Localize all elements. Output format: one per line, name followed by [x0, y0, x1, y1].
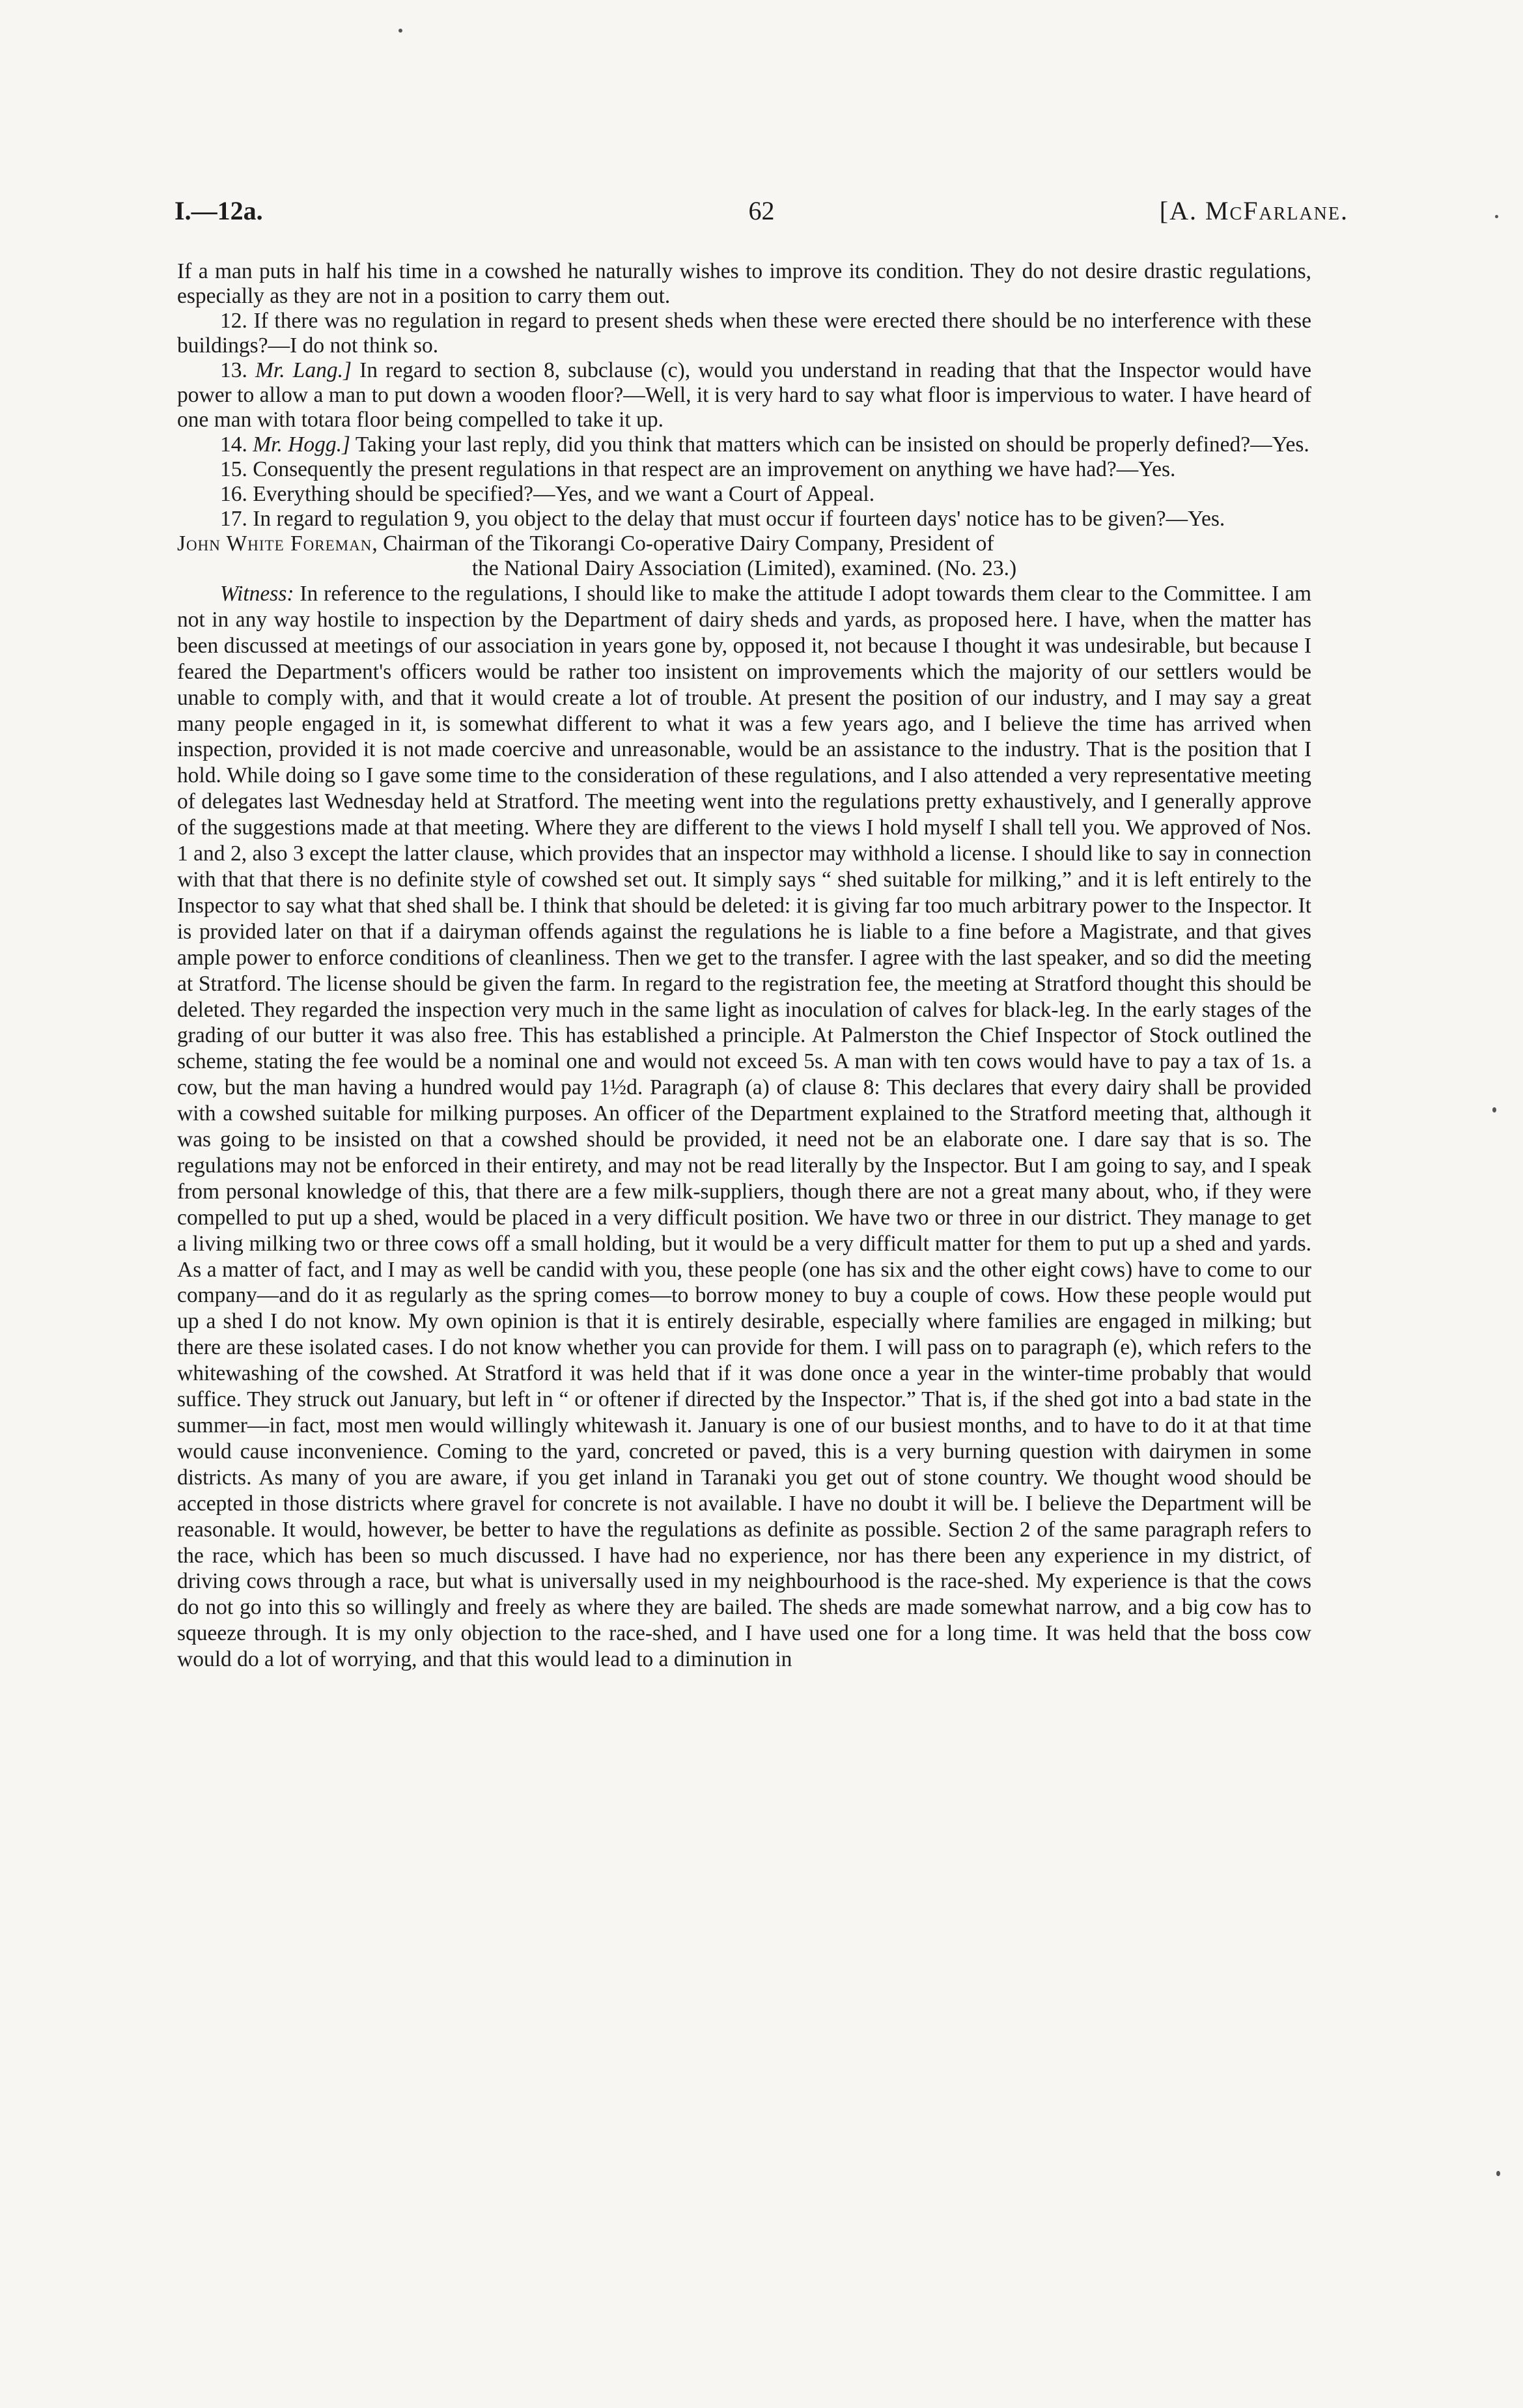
testimony-text: In reference to the regulations, I should like to make the attitude I adopt towards them clear to the Committee. I am not in any way hostile to inspection by the Department of dairy sheds and yards, as proposed here. I have, when the matter has been discussed at meetings of our association in years gone by, opposed it, not because I thought it was undesirable, but because I feared the Department's officers would be rather too insistent on improvements which the majority of our settlers would be unable to comply with, and that it would create a lot of trouble. At present the position of our industry, and I may say a great many people engaged in it, is somewhat different to what it was a few years ago, and I believe the time has arrived when inspection, provided it is not made coercive and unreasonable, would be an assistance to the industry. That is the position that I hold. While doing so I gave some time to the consideration of these regulations, and I also attended a very representative meeting of delegates last Wednesday held at Stratford. The meeting went into the regulations pretty exhaustively, and I generally approve of the suggestions made at that meeting. Where they are different to the views I hold myself I shall tell you. We approved of Nos. 1 and 2, also 3 except the latter clause, which provides that an inspector may withhold a license. I should like to say in connection with that that there is no definite style of cowshed set out. It simply says “ shed suitable for milking,” and it is left entirely to the Inspector to say what that shed shall be. I think that should be deleted: it is giving far too much arbitrary power to the Inspector. It is provided later on that if a dairyman offends against the regulations he is liable to a fine before a Magistrate, and that gives ample power to enforce conditions of cleanliness. Then we get to the transfer. I agree with the last speaker, and so did the meeting at Stratford. The license should be given the farm. In regard to the registration fee, the meeting at Stratford thought this should be deleted. They regarded the inspection very much in the same light as inoculation of calves for black-leg. In the early stages of the grading of our butter it was also free. This has established a principle. At Palmerston the Chief Inspector of Stock outlined the scheme, stating the fee would be a nominal one and would not exceed 5s. A man with ten cows would have to pay a tax of 1s. a cow, but the man having a hundred would pay 1½d. Paragraph (a) of clause 8: This declares that every dairy shall be provided with a cowshed suitable for milking purposes. An officer of the Department explained to the Stratford meeting that, although it was going to be insisted on that a cowshed should be provided, it need not be an elaborate one. I dare say that is so. The regulations may not be enforced in their entirety, and may not be read literally by the Inspector. But I am going to say, and I speak from personal knowledge of this, that there are a few milk-suppliers, though there are not a great many about, who, if they were compelled to put up a shed, would be placed in a very difficult position. We have two or three in our district. They manage to get a living milking two or three cows off a small holding, but it would be a very difficult matter for them to put up a shed and yards. As a matter of fact, and I may as well be candid with you, these people (one has six and the other eight cows) have to come to our company—and do it as regularly as the spring comes—to borrow money to buy a couple of cows. How these people would put up a shed I do not know. My own opinion is that it is entirely desirable, especially where families are engaged in milking; but there are these isolated cases. I do not know whether you can provide for them. I will pass on to paragraph (e), which refers to the whitewashing of the cowshed. At Stratford it was held that if it was done once a year in the winter-time probably that would suffice. They struck out January, but left in “ or oftener if directed by the Inspector.” That is, if the shed got into a bad state in the summer—in fact, most men would willingly whitewash it. January is one of our busiest months, and to have to do it at that time would cause inconvenience. Coming to the yard, concreted or paved, this is a very burning question with dairymen in some districts. As many of you are aware, if you get inland in Taranaki you get out of stone country. We thought wood should be accepted in those districts where gravel for concrete is not available. I have no doubt it will be. I believe the Department will be reasonable. It would, however, be better to have the regulations as definite as possible. Section 2 of the same paragraph refers to the race, which has been so much discussed. I have had no experience, nor has there been any experience in my district, of driving cows through a race, but what is universally used in my neighbourhood is the race-shed. My experience is that the cows do not go into this so willingly and freely as where they are bailed. The sheds are made somewhat narrow, and a big cow has to squeeze through. It is my only objection to the race-shed, and I have used one for a long time. It was held that the boss cow would do a lot of worrying, and that this would lead to a diminution in: [177, 582, 1312, 1672]
testimony-paragraph: [177, 581, 1311, 1673]
question-speaker: Mr. Hogg.]: [253, 432, 351, 457]
page-number: 62: [748, 196, 775, 225]
witness-heading: [177, 531, 1311, 581]
question-number: 15.: [220, 457, 247, 481]
page-body: [177, 259, 1311, 1673]
scan-speck: [1495, 215, 1498, 218]
question-text: Taking your last reply, did you think that matters which can be insisted on should be properly defined?—Yes.: [355, 432, 1309, 457]
question-item: [177, 309, 1311, 358]
question-list: [177, 309, 1311, 531]
question-text: In regard to section 8, subclause (c), would you understand in reading that that the Inspector would have power to allow a man to put down a wooden floor?—Well, it is very hard to say what floor is impervious to water. I have heard of one man with totara floor being compelled to take it up.: [177, 358, 1312, 432]
continuation-paragraph: If a man puts in half his time in a cowshed he naturally wishes to improve its condition. They do not desire drastic regulations, especially as they are not in a position to carry them out.: [177, 259, 1311, 308]
testimony-label: Witness:: [220, 582, 294, 606]
question-item: [177, 432, 1311, 457]
scan-speck: [1492, 1107, 1496, 1112]
question-item: [177, 482, 1311, 507]
page-header: [175, 195, 1348, 234]
witness-name: John White Foreman: [177, 531, 372, 556]
question-text: If there was no regulation in regard to present sheds when these were erected there should be no interference with these buildings?—I do not think so.: [177, 309, 1312, 358]
question-text: Everything should be specified?—Yes, and we want a Court of Appeal.: [253, 482, 875, 506]
question-text: Consequently the present regulations in that respect are an improvement on anything we have had?—Yes.: [253, 457, 1176, 481]
document-reference: I.—12a.: [175, 196, 263, 225]
question-item: [177, 457, 1311, 482]
question-number: 17.: [220, 507, 247, 531]
question-item: [177, 507, 1311, 531]
question-number: 14.: [220, 432, 247, 457]
witness-title-line2: the National Dairy Association (Limited), examined. (No. 23.): [471, 556, 1017, 580]
question-speaker: Mr. Lang.]: [255, 358, 352, 382]
question-text: In regard to regulation 9, you object to the delay that must occur if fourteen days' notice has to be given?—Yes.: [253, 507, 1225, 531]
scan-speck: [398, 29, 402, 33]
running-head-witness: [A. McFarlane.: [1159, 196, 1348, 225]
witness-title-line1: , Chairman of the Tikorangi Co-operative Dairy Company, President of: [372, 531, 994, 556]
question-number: 13.: [220, 358, 247, 382]
question-number: 12.: [220, 309, 247, 333]
question-item: [177, 358, 1311, 432]
scan-speck: [1496, 2171, 1500, 2176]
question-number: 16.: [220, 482, 247, 506]
